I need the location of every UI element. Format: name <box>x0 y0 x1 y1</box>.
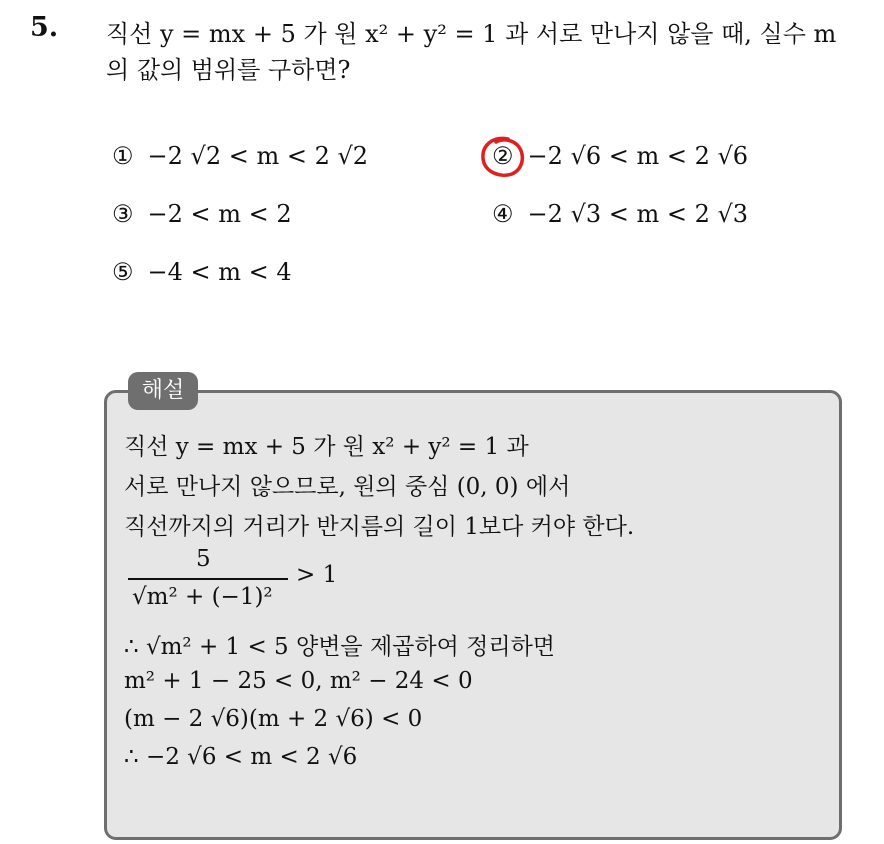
solution-line-7: (m − 2 √6)(m + 2 √6) < 0 <box>124 706 423 732</box>
choice-2[interactable] <box>492 142 748 170</box>
choice-5[interactable] <box>112 258 292 286</box>
question-number: 5. <box>30 12 59 43</box>
fraction-numerator: 5 <box>196 546 211 572</box>
fraction-bar <box>128 578 288 580</box>
choice-2-number: ② <box>492 142 514 170</box>
choice-1[interactable] <box>112 142 368 170</box>
choice-4[interactable] <box>492 200 748 228</box>
question-text-line-2: 의 값의 범위를 구하면? <box>106 56 351 84</box>
solution-tab-label: 해설 <box>128 372 198 410</box>
choice-2-text: −2 √6 < m < 2 √6 <box>527 142 749 170</box>
answer-circle-mark <box>478 134 528 180</box>
solution-line-5: ∴ √m² + 1 < 5 양변을 제곱하여 정리하면 <box>124 634 556 660</box>
solution-line-1: 직선 y = mx + 5 가 원 x² + y² = 1 과 <box>124 434 529 460</box>
question-text-line-1: 직선 y = mx + 5 가 원 x² + y² = 1 과 서로 만나지 않을 때, 실수 m <box>106 20 837 48</box>
fraction-denominator: √m² + (−1)² <box>132 584 273 610</box>
choice-4-text: −2 √3 < m < 2 √3 <box>527 200 749 228</box>
solution-line-2: 서로 만나지 않으므로, 원의 중심 (0, 0) 에서 <box>124 474 571 500</box>
solution-line-3: 직선까지의 거리가 반지름의 길이 1보다 커야 한다. <box>124 514 635 540</box>
choice-3-text: −2 < m < 2 <box>147 200 292 228</box>
solution-line-8: ∴ −2 √6 < m < 2 √6 <box>124 744 358 770</box>
choice-3-number: ③ <box>112 200 134 228</box>
choice-5-text: −4 < m < 4 <box>147 258 292 286</box>
choice-1-text: −2 √2 < m < 2 √2 <box>147 142 369 170</box>
choice-1-number: ① <box>112 142 134 170</box>
fraction-rhs: > 1 <box>296 562 338 588</box>
solution-line-6: m² + 1 − 25 < 0, m² − 24 < 0 <box>124 668 473 694</box>
choice-4-number: ④ <box>492 200 514 228</box>
choice-5-number: ⑤ <box>112 258 134 286</box>
choice-3[interactable] <box>112 200 292 228</box>
